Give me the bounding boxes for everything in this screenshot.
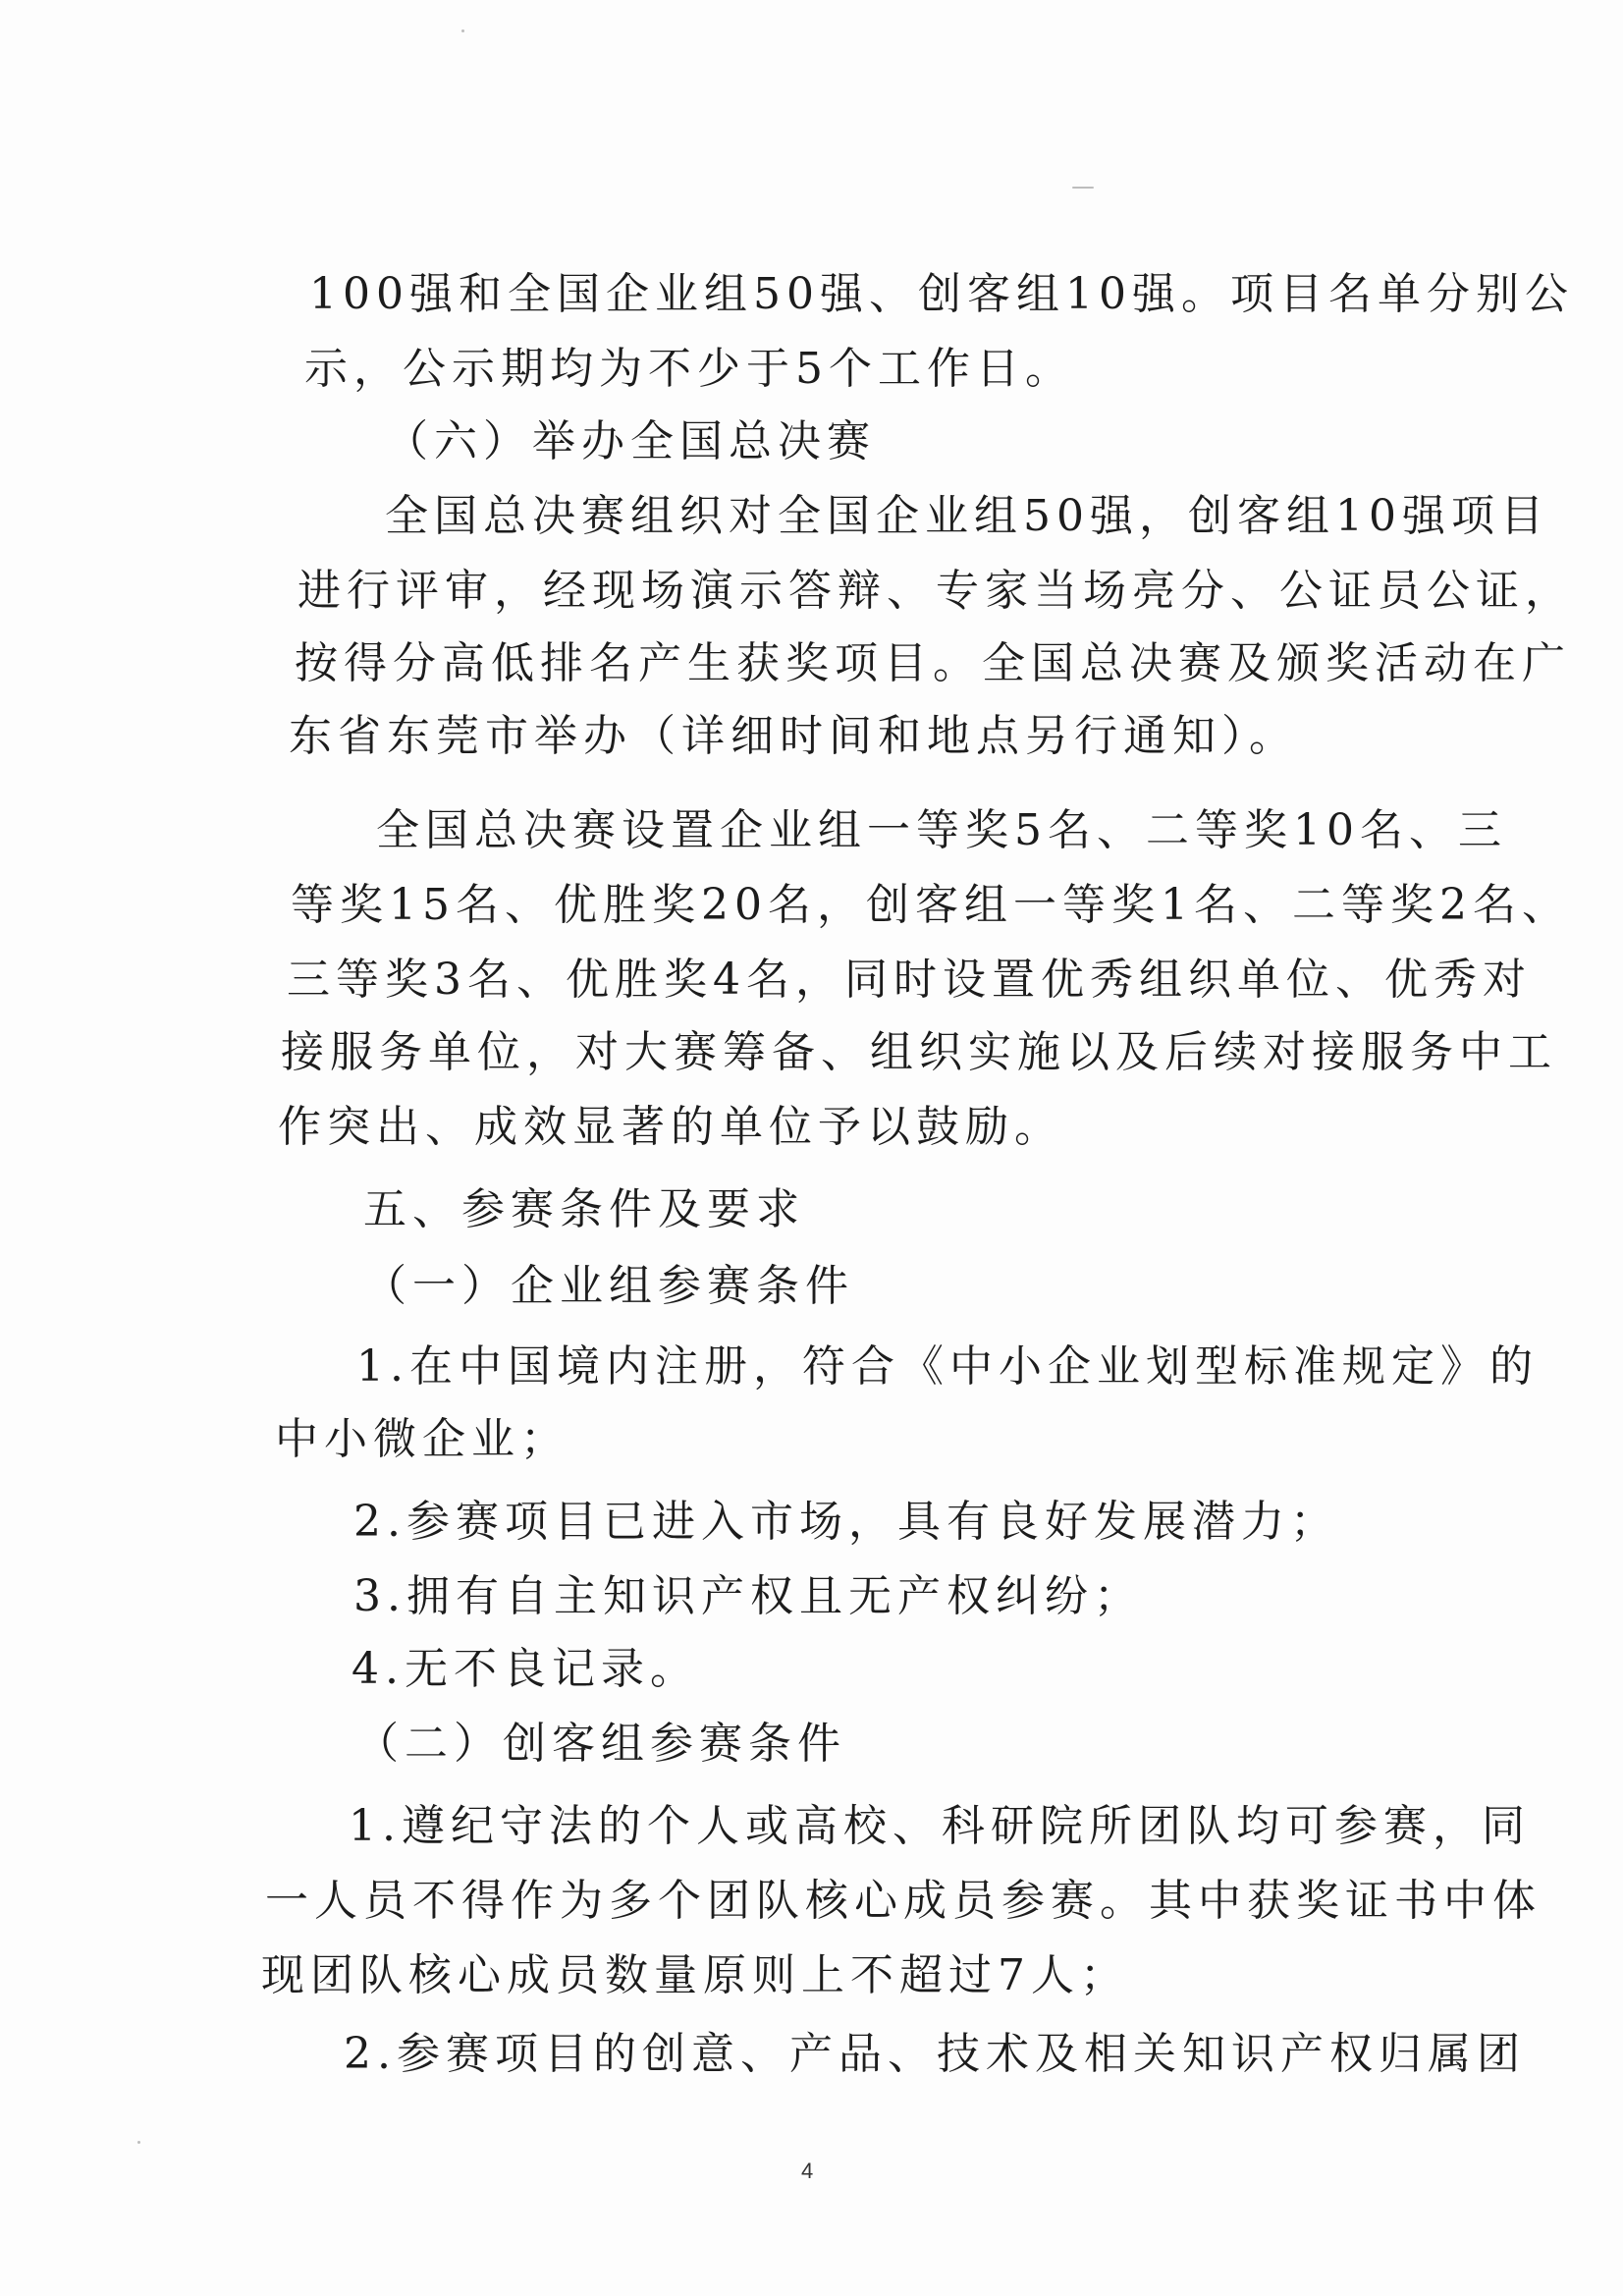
scan-speck (1072, 187, 1094, 189)
body-text-line: 全国总决赛设置企业组一等奖5名、二等奖10名、三 (376, 805, 1507, 855)
body-text-line: 接服务单位，对大赛筹备、组织实施以及后续对接服务中工 (281, 1027, 1557, 1077)
body-text-line: 等奖15名、优胜奖20名，创客组一等奖1名、二等奖2名、 (291, 880, 1571, 930)
list-item: 2.参赛项目已进入市场，具有良好发展潜力； (353, 1497, 1339, 1547)
section-heading: 五、参赛条件及要求 (363, 1184, 805, 1234)
body-text-line: 示，公示期均为不少于5个工作日。 (304, 344, 1074, 394)
body-text-line: 一人员不得作为多个团队核心成员参赛。其中获奖证书中体 (265, 1876, 1542, 1926)
subsection-heading: （一）企业组参赛条件 (363, 1261, 854, 1311)
body-text-line: 东省东莞市举办（详细时间和地点另行通知）。 (289, 711, 1298, 761)
list-item: 2.参赛项目的创意、产品、技术及相关知识产权归属团 (344, 2029, 1526, 2079)
list-item: 4.无不良记录。 (352, 1644, 699, 1694)
body-text-line: 三等奖3名、优胜奖4名，同时设置优秀组织单位、优秀对 (287, 955, 1532, 1005)
body-text-line: 作突出、成效显著的单位予以鼓励。 (278, 1102, 1063, 1152)
body-text-line: 中小微企业； (275, 1414, 569, 1464)
section-heading: （六）举办全国总决赛 (385, 416, 876, 466)
list-item: 1.遵纪守法的个人或高校、科研院所团队均可参赛，同 (349, 1801, 1531, 1851)
body-text-line: 100强和全国企业组50强、创客组10强。项目名单分别公 (309, 269, 1574, 319)
body-text-line: 全国总决赛组织对全国企业组50强，创客组10强项目 (385, 491, 1549, 541)
scan-speck (137, 2141, 140, 2144)
body-text-line: 按得分高低排名产生获奖项目。全国总决赛及颁奖活动在广 (295, 638, 1571, 688)
scan-speck (461, 29, 464, 32)
page-number: 4 (801, 2159, 814, 2183)
body-text-line: 现团队核心成员数量原则上不超过7人； (261, 1950, 1129, 2000)
list-item: 1.在中国境内注册，符合《中小企业划型标准规定》的 (356, 1341, 1539, 1392)
body-text-line: 进行评审，经现场演示答辩、专家当场亮分、公证员公证， (298, 566, 1574, 616)
subsection-heading: （二）创客组参赛条件 (355, 1719, 846, 1769)
list-item: 3.拥有自主知识产权且无产权纠纷； (353, 1571, 1143, 1621)
